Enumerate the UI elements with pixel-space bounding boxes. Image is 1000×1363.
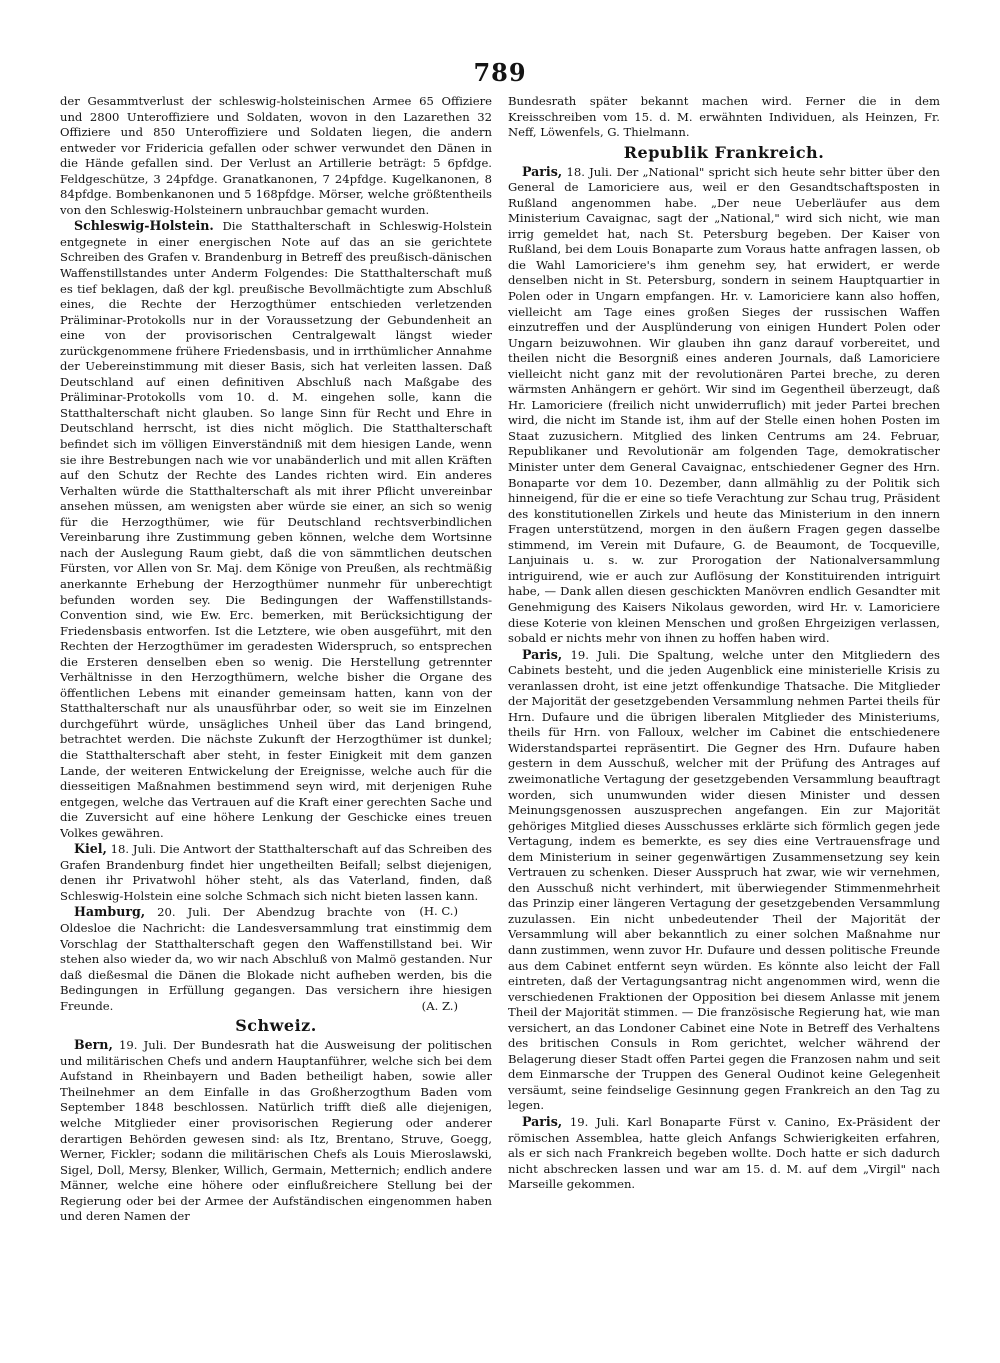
article-text: 19. Juli. Der Bundesrath hat die Ausweisung der politischen und militärischen Chefs und andern Hauptanführer, welche sich bei dem Aufstand in Rheinbayern und Baden betheiligt haben, sowie aller Theilnehmer an dem Einfalle in das Großherzogthum Baden vom September 1848 beschlossen. Natürlich trifft dieß alle diejenigen, welche Mitglieder einer provisorischen Regierung oder anderer derartigen Behörden gewesen sind: als Itz, Brentano, Struve, Goegg, Werner, Fickler; sodann die militärischen Chefs als Louis Mieroslawski, Sigel, Doll, Mersy, Blenker, Willich, Germain, Metternich; endlich andere Männer, welche eine höhere oder einflußreichere Stellung bei der Regierung oder bei der Armee der Aufständischen eingenommen haben und deren Namen der xyxy=(60,1038,492,1224)
article-paragraph xyxy=(60,904,492,1014)
dateline: Paris, xyxy=(522,1114,563,1129)
section-heading: Republik Frankreich. xyxy=(623,142,825,162)
source-signature: (A. Z.) xyxy=(421,998,458,1013)
article-text: 20. Juli. Der Abendzug brachte von Oldesloe die Nachricht: die Landesversammlung trat einstimmig dem Vorschlag der Statthalterschaft gegen den Waffenstillstand bei. Wir stehen also wieder da, wo wir nach Abschluß von Malmö gestanden. Nur daß dießesmal die Dänen die Blokade nicht aufheben werden, bis die Bedingungen in Erfüllung gegangen. Das versichern ihre hiesigen Freunde. xyxy=(60,905,492,1013)
dateline: Paris, xyxy=(522,163,563,179)
article-paragraph xyxy=(508,647,940,1114)
right-column xyxy=(508,94,940,1344)
article-paragraph xyxy=(60,1037,492,1225)
article-text: 19. Juli. Karl Bonaparte Fürst v. Canino, Ex-Präsident der römischen Assemblea, hatte gleich Anfangs Schwierigkeiten erfahren, als er sich nach Frankreich begeben wollte. Doch hatte er sich dadurch nicht abschrecken lassen und war am 15. d. M. auf dem „Virgil" nach Marseille gekommen. xyxy=(508,1115,940,1192)
article-paragraph: Bundesrath später bekannt machen wird. Ferner die in dem Kreisschreiben vom 15. d. M. erwähnten Individuen, als Heinzen, Fr. Neff, Löwenfels, G. Thielmann. xyxy=(508,94,940,140)
article-text: 18. Juli. Der „National" spricht sich heute sehr bitter über den General de Lamoriciere aus, weil er den Gesandtschaftsposten in Rußland angenommen habe. „Der neue Ueberläufer aus dem Ministerium Cavaignac, sagt der „National," wird sich nicht, wie man irrig gemeldet hat, nach St. Petersburg begeben. Der Kaiser von Rußland, bei dem Louis Bonaparte zum Voraus hatte anfragen lassen, ob die Wahl Lamoriciere's ihm genehm sey, hat erwidert, er werde denselben nicht in St. Petersburg, sondern in seinem Hauptquartier in Polen oder in Ungarn empfangen. Hr. v. Lamoriciere kann also hoffen, vielleicht am Tage eines großen Sieges der russischen Waffen einzutreffen und der Ausplünderung von einigen Hundert Polen oder Ungarn beizuwohnen. Wir glauben ihn ganz darauf vorbereitet, und theilen nicht die Besorgniß eines anderen Journals, daß Lamoriciere vielleicht nicht ganz mit der revolutionären Partei breche, zu deren wärmsten Anhängern er gehört. Wir sind im Gegentheil überzeugt, daß Hr. Lamoriciere (freilich nicht unwiderruflich) mit jeder Partei brechen wird, die nicht im Stande ist, ihm auf der Stelle einen hohen Posten im Staat zuzusichern. Mitglied des linken Centrums am 24. Februar, Republikaner und Revolutionär am folgenden Tage, demokratischer Minister unter dem General Cavaignac, entschiedener Gegner des Hrn. Bonaparte vor dem 10. Dezember, dann allmählig zu der Politik sich hinneigend, für die er eine so tiefe Verachtung zur Schau trug, Präsident des konstitutionellen Zirkels und heute das Ministerium in den innern Fragen unterstützend, morgen in den äußern Fragen gegen dasselbe stimmend, im Verein mit Dufaure, G. de Beaumont, de Tocqueville, Lanjuinais u. s. w. zur Prorogation der Nationalversammlung intriguirend, wie er auch zur Auflösung der Konstituirenden intriguirt habe, — Dank allen diesen geschickten Manövren endlich Gesandter mit Genehmigung des Kaisers Nikolaus geworden, wird Hr. v. Lamoriciere diese Koterie von kleinen Menschen und großen Ehrgeizigen verlassen, sobald er nichts mehr von ihnen zu hoffen haben wird. xyxy=(508,164,940,646)
dateline: Hamburg, xyxy=(74,904,146,920)
source-signature: (H. C.) xyxy=(419,904,458,919)
article-paragraph: der Gesammtverlust der schleswig-holsteinischen Armee 65 Offiziere und 2800 Unteroffiziere und Soldaten, wovon in den Lazarethen 32 Offiziere und 850 Unteroffiziere und Soldaten liegen, die andern entweder vor Fridericia gefallen oder schwer verwundet den Dänen in die Hände gefallen sind. Der Verlust an Artillerie beträgt: 5 6pfdge. Feldgeschütze, 3 24pfdge. Granatkanonen, 7 24pfdge. Kugelkanonen, 8 84pfdge. Bombenkanonen und 5 168pfdge. Mörser, welche größtentheils von den Schleswig-Holsteinern unbrauchbar gemacht wurden. xyxy=(60,94,492,217)
left-column xyxy=(60,94,492,1344)
article-paragraph xyxy=(508,1114,940,1193)
section-heading: Schweiz. xyxy=(235,1016,317,1036)
page-number: 789 xyxy=(473,58,527,87)
article-paragraph xyxy=(60,218,492,841)
article-paragraph xyxy=(508,164,940,647)
dateline: Bern, xyxy=(74,1037,113,1053)
dateline: Kiel, xyxy=(74,841,107,857)
dateline: Paris, xyxy=(522,646,563,662)
article-text: 19. Juli. Die Spaltung, welche unter den Mitgliedern des Cabinets besteht, und die jeden Augenblick eine ministerielle Krisis zu veranlassen droht, ist eine jetzt offenkundige Thatsache. Die Mitglieder der Majorität der gesetzgebenden Versammlung nehmen Partei theils für Hrn. Dufaure und die übrigen liberalen Mitglieder des Ministeriums, theils für Hrn. von Falloux, welcher im Cabinet die entschiedenere Widerstandspartei repräsentirt. Die Gegner des Hrn. Dufaure haben gestern in dem Ausschuß, welcher mit der Prüfung des Antrages auf zweimonatliche Vertagung der gesetzgebenden Versammlung beauftragt worden, sich unumwunden wider diesen Minister und dessen Meinungsgenossen auszusprechen angefangen. Ein zur Majorität gehöriges Mitglied dieses Ausschusses erklärte sich förmlich gegen jede Vertagung, indem es bemerkte, es sey dies eine Vertrauensfrage und dem Ministerium in seiner gegenwärtigen Zusammensetzung sey kein Vertrauen zu schenken. Dieser Ausspruch hat zwar, wie wir vernehmen, den Ausschuß nicht verhindert, mit überwiegender Stimmenmehrheit das Prinzip einer längeren Vertagung der gesetzgebenden Versammlung zuzulassen. Ein nicht unbedeutender Theil der Majorität der Versammlung will aber bekanntlich zu einer solchen Maßnahme nur dann zustimmen, wenn zuvor Hr. Dufaure und dessen politische Freunde aus dem Cabinet entfernt seyn würden. Es könnte also leicht der Fall eintreten, daß der Vertagungsantrag nicht angenommen wird, wenn die verschiedenen Fraktionen der Opposition bei diesem Anlasse mit jenem Theil der Majorität stimmen. — Die französische Regierung hat, wie man versichert, an das Londoner Cabinet eine Note in Betreff des Verhaltens des britischen Consuls in Rom gerichtet, welcher während der Belagerung dieser Stadt offen Partei gegen die Franzosen nahm und seit dem Einmarsche der Truppen des General Oudinot keine Gelegenheit versäumt, seine feindselige Gesinnung gegen Frankreich an den Tag zu legen. xyxy=(508,647,940,1113)
article-text: 18. Juli. Die Antwort der Statthalterschaft auf das Schreiben des Grafen Brandenburg findet hier ungetheilten Beifall; selbst diejenigen, denen ihr Privatwohl höher steht, als das Vaterland, finden, daß Schleswig-Holstein eine solche Schmach sich nicht bieten lassen kann. xyxy=(60,842,492,903)
article-text: Die Statthalterschaft in Schleswig-Holstein entgegnete in einer energischen Note auf das an sie gerichtete Schreiben des Grafen v. Brandenburg in Betreff des preußisch-dänischen Waffenstillstandes unter Anderm Folgendes: Die Statthalterschaft muß es tief beklagen, daß der kgl. preußische Bevollmächtigte zum Abschluß eines, die Rechte der Herzogthümer entschieden verletzenden Präliminar-Protokolls nur in der Voraussetzung der Gebundenheit an eine von der provisorischen Centralgewalt längst wieder zurückgenommene frühere Friedensbasis, und in irrthümlicher Annahme der Uebereinstimmung mit dieser Basis, sich hat verleiten lassen. Daß Deutschland auf einen definitiven Abschluß nach Maßgabe des Präliminar-Protokolls vom 10. d. M. eingehen solle, kann die Statthalterschaft nicht glauben. So lange Sinn für Recht und Ehre in Deutschland herrscht, ist dies nicht möglich. Die Statthalterschaft befindet sich im völligen Einverständniß mit dem hiesigen Lande, wenn sie ihre Bestrebungen nach wie vor unabänderlich und mit allen Kräften auf den Schutz der Rechte des Landes richten wird. Ein anderes Verhalten würde die Statthalterschaft als mit ihrer Pflicht unvereinbar ansehen müssen, am wenigsten aber würde sie einer, an sich so wenig für die Herzogthümer, wie für Deutschland rechtsverbindlichen Vereinbarung ihre Zustimmung geben können, welche dem Wortsinne nach der Auslegung Raum giebt, daß die von sämmtlichen deutschen Fürsten, vor Allen von Sr. Maj. dem Könige von Preußen, als rechtmäßig anerkannte Erhebung der Herzogthümer nunmehr für unberechtigt befunden worden sey. Die Bedingungen der Waffenstillstands-Convention sind, wie Ew. Erc. bemerken, mit Berücksichtigung der Friedensbasis entworfen. Ist die Letztere, wie oben ausgeführt, mit den Rechten der Herzogthümer im geradesten Widerspruch, so entsprechen die Ersteren denselben eben so wenig. Die Herstellung getrennter Verhältnisse in den Herzogthümern, welche bisher die Organe des öffentlichen Lebens mit einander gemeinsam hatten, kann von der Statthalterschaft nur als unausführbar oder, so weit sie im Einzelnen durchgeführt würde, unsägliches Unheil über das Land bringend, betrachtet werden. Die nächste Zukunft der Herzogthümer ist dunkel; die Statthalterschaft aber steht, in fester Einigkeit mit dem ganzen Lande, der weiteren Entwickelung der Ereignisse, welche auch für die diesseitigen Maßnahmen bestimmend seyn wird, mit derjenigen Ruhe entgegen, welche das Vertrauen auf die Kraft einer gerechten Sache und die Zuversicht auf eine höhere Lenkung der Geschicke eines treuen Volkes gewähren. xyxy=(60,219,492,840)
dateline: Schleswig-Holstein. xyxy=(74,218,214,234)
